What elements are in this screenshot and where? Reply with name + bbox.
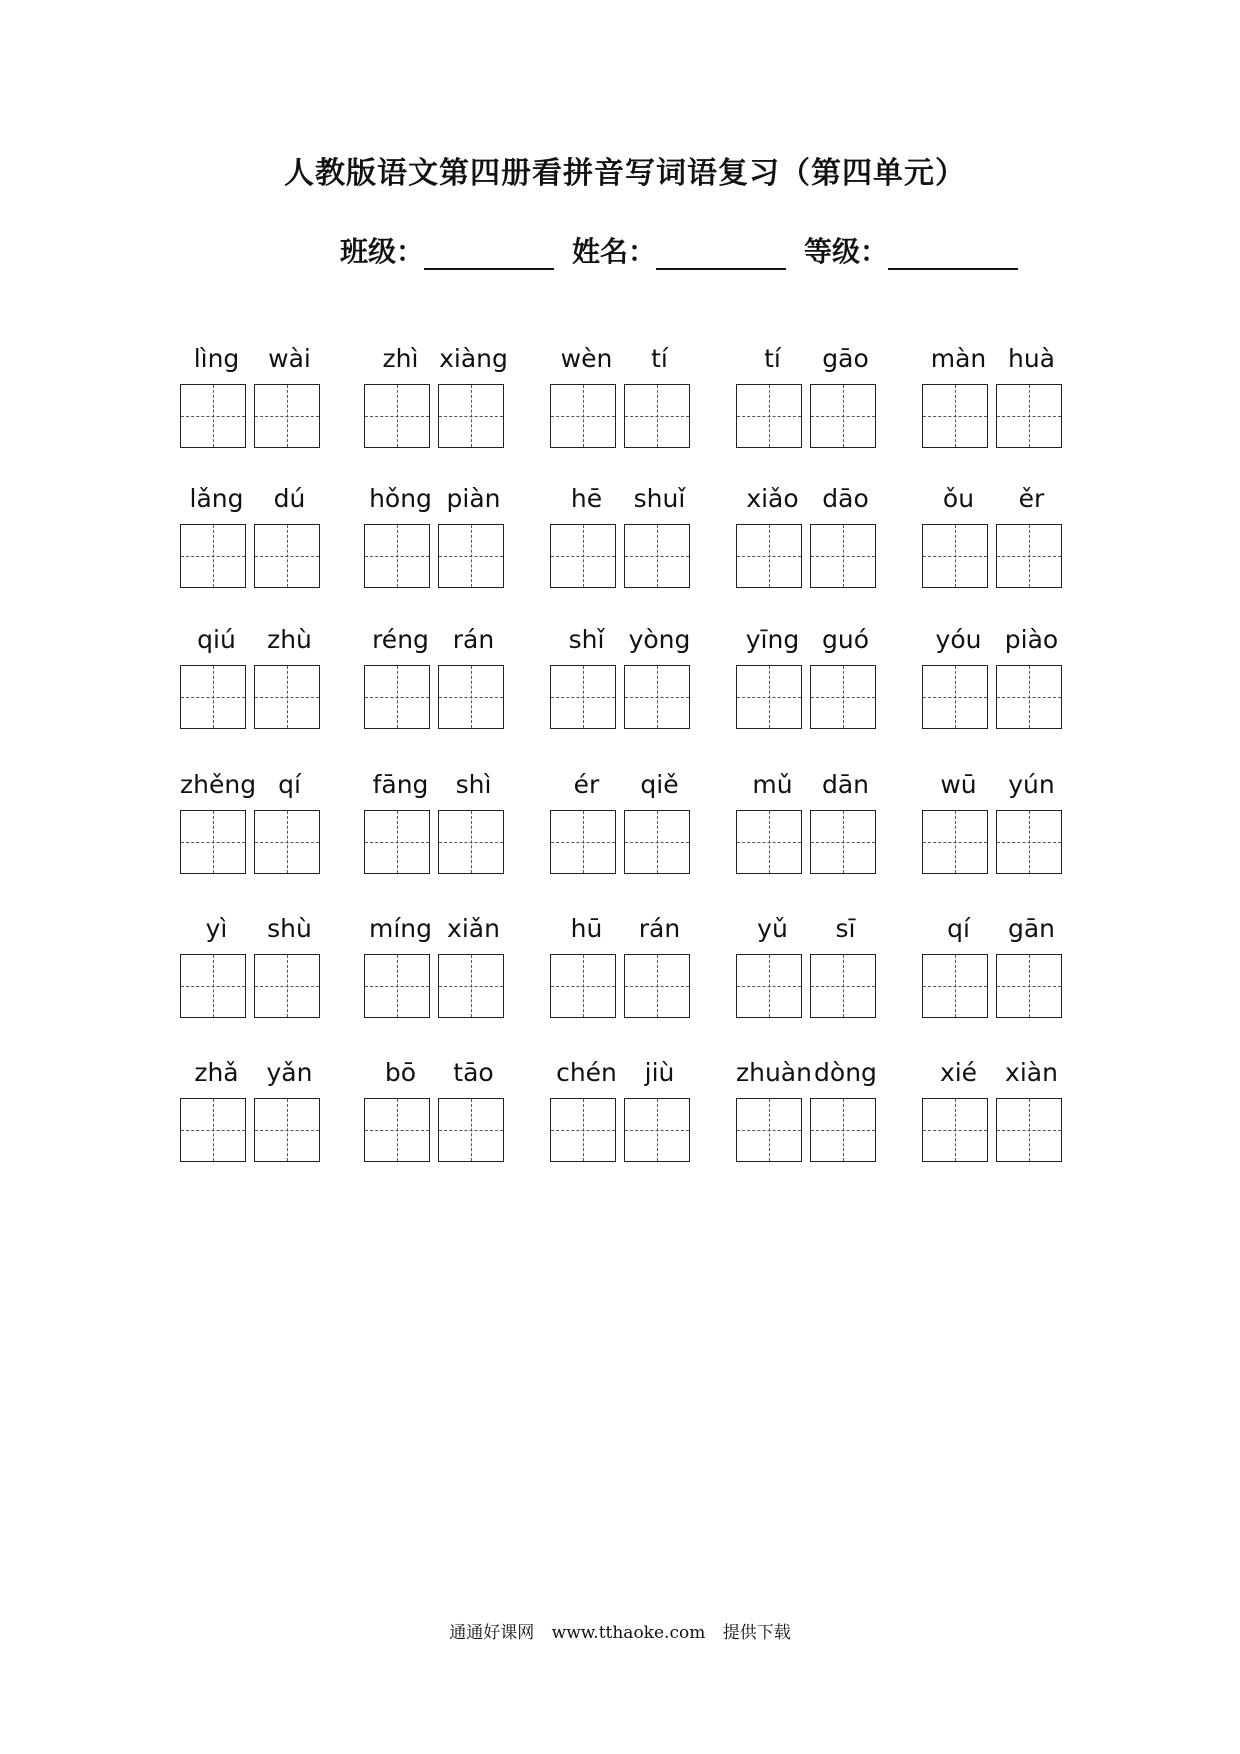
pinyin-syllable: piàn	[446, 484, 501, 513]
character-box[interactable]	[180, 384, 246, 448]
character-box[interactable]	[550, 524, 616, 588]
pinyin-syllable: zhuàn	[736, 1058, 812, 1087]
word-item	[736, 770, 882, 874]
character-box[interactable]	[736, 810, 802, 874]
word-item	[180, 1058, 326, 1162]
character-box[interactable]	[180, 1098, 246, 1162]
footer-site-name: 通通好课网	[449, 1623, 535, 1643]
pinyin-line	[922, 1058, 1068, 1098]
writing-boxes	[364, 665, 510, 729]
character-box[interactable]	[624, 810, 690, 874]
pinyin-syllable: xiàn	[1005, 1058, 1058, 1087]
pinyin-syllable: huà	[1007, 344, 1055, 373]
word-item	[180, 484, 326, 588]
character-box[interactable]	[438, 954, 504, 1018]
character-box[interactable]	[810, 665, 876, 729]
character-box[interactable]	[438, 384, 504, 448]
pinyin-syllable: yǔ	[757, 914, 788, 943]
character-box[interactable]	[254, 1098, 320, 1162]
character-box[interactable]	[810, 524, 876, 588]
pinyin-line	[180, 770, 326, 810]
word-item	[550, 344, 696, 448]
word-item	[550, 1058, 696, 1162]
character-box[interactable]	[180, 524, 246, 588]
footer-url[interactable]: www.tthaoke.com	[551, 1623, 706, 1643]
pinyin-line	[736, 770, 882, 810]
pinyin-syllable: rán	[452, 625, 495, 654]
word-item	[922, 1058, 1068, 1162]
pinyin-syllable: yóu	[935, 625, 982, 654]
pinyin-syllable: lìng	[193, 344, 240, 373]
character-box[interactable]	[438, 1098, 504, 1162]
writing-boxes	[180, 665, 326, 729]
character-box[interactable]	[550, 810, 616, 874]
pinyin-syllable: mǔ	[752, 770, 793, 799]
character-box[interactable]	[254, 665, 320, 729]
name-label: 姓名：	[572, 235, 657, 268]
character-box[interactable]	[736, 1098, 802, 1162]
pinyin-line	[364, 1058, 510, 1098]
pinyin-syllable: tí	[764, 344, 781, 373]
word-item	[922, 484, 1068, 588]
writing-boxes	[550, 1098, 696, 1162]
pinyin-syllable: jiù	[644, 1058, 675, 1087]
character-box[interactable]	[922, 810, 988, 874]
pinyin-syllable: ér	[573, 770, 600, 799]
character-box[interactable]	[364, 810, 430, 874]
footer	[0, 1618, 1240, 1643]
character-box[interactable]	[550, 954, 616, 1018]
writing-boxes	[364, 954, 510, 1018]
character-box[interactable]	[438, 810, 504, 874]
pinyin-syllable: hǒng	[369, 484, 432, 513]
writing-boxes	[180, 1098, 326, 1162]
pinyin-line	[736, 625, 882, 665]
pinyin-syllable: gāo	[822, 344, 869, 373]
character-box[interactable]	[550, 384, 616, 448]
character-box[interactable]	[364, 1098, 430, 1162]
pinyin-syllable: wèn	[560, 344, 613, 373]
word-item	[180, 625, 326, 729]
pinyin-line	[364, 914, 510, 954]
pinyin-line	[550, 484, 696, 524]
writing-boxes	[922, 665, 1068, 729]
pinyin-syllable: màn	[930, 344, 987, 373]
character-box[interactable]	[364, 384, 430, 448]
character-box[interactable]	[810, 1098, 876, 1162]
writing-boxes	[364, 1098, 510, 1162]
writing-boxes	[180, 954, 326, 1018]
pinyin-syllable: qiú	[197, 625, 236, 654]
writing-boxes	[364, 810, 510, 874]
pinyin-syllable: tí	[651, 344, 668, 373]
writing-boxes	[550, 524, 696, 588]
character-box[interactable]	[438, 524, 504, 588]
pinyin-syllable: zhěng	[180, 770, 257, 799]
character-box[interactable]	[736, 384, 802, 448]
pinyin-line	[364, 770, 510, 810]
word-item	[180, 914, 326, 1018]
pinyin-syllable: tāo	[453, 1058, 494, 1087]
word-item	[736, 344, 882, 448]
pinyin-line	[550, 770, 696, 810]
pinyin-line	[180, 1058, 326, 1098]
pinyin-syllable: piào	[1004, 625, 1059, 654]
word-item	[736, 484, 882, 588]
writing-boxes	[364, 524, 510, 588]
pinyin-syllable: shì	[455, 770, 492, 799]
class-label: 班级：	[340, 235, 425, 268]
pinyin-line	[180, 914, 326, 954]
pinyin-syllable: hū	[570, 914, 603, 943]
pinyin-line	[922, 625, 1068, 665]
footer-note: 提供下载	[722, 1623, 791, 1643]
word-item	[922, 344, 1068, 448]
word-item	[364, 625, 510, 729]
word-item	[364, 914, 510, 1018]
character-box[interactable]	[996, 954, 1062, 1018]
character-box[interactable]	[624, 665, 690, 729]
pinyin-syllable: yì	[205, 914, 228, 943]
character-box[interactable]	[550, 665, 616, 729]
pinyin-line	[180, 625, 326, 665]
pinyin-syllable: rán	[638, 914, 681, 943]
character-box[interactable]	[922, 665, 988, 729]
writing-boxes	[736, 665, 882, 729]
pinyin-syllable: qiě	[640, 770, 679, 799]
pinyin-line	[736, 914, 882, 954]
pinyin-syllable: ǒu	[942, 484, 975, 513]
pinyin-syllable: yún	[1008, 770, 1055, 799]
writing-boxes	[180, 810, 326, 874]
character-box[interactable]	[922, 954, 988, 1018]
word-item	[180, 770, 326, 874]
pinyin-syllable: yīng	[745, 625, 800, 654]
character-box[interactable]	[736, 524, 802, 588]
pinyin-syllable: fāng	[372, 770, 429, 799]
character-box[interactable]	[996, 665, 1062, 729]
writing-boxes	[922, 524, 1068, 588]
character-box[interactable]	[254, 524, 320, 588]
writing-boxes	[922, 1098, 1068, 1162]
writing-boxes	[922, 384, 1068, 448]
pinyin-syllable: chén	[556, 1058, 617, 1087]
word-item	[550, 770, 696, 874]
pinyin-syllable: shǐ	[568, 625, 605, 654]
pinyin-syllable: xiǎo	[746, 484, 799, 513]
pinyin-line	[922, 344, 1068, 384]
character-box[interactable]	[810, 810, 876, 874]
character-box[interactable]	[624, 954, 690, 1018]
character-box[interactable]	[736, 954, 802, 1018]
word-item	[364, 344, 510, 448]
pinyin-line	[550, 625, 696, 665]
pinyin-line	[736, 484, 882, 524]
word-item	[550, 914, 696, 1018]
word-item	[736, 625, 882, 729]
writing-boxes	[922, 954, 1068, 1018]
pinyin-line	[364, 484, 510, 524]
word-item	[180, 344, 326, 448]
writing-boxes	[180, 384, 326, 448]
pinyin-line	[550, 1058, 696, 1098]
pinyin-line	[736, 1058, 882, 1098]
character-box[interactable]	[254, 954, 320, 1018]
grade-label: 等级：	[804, 235, 889, 268]
writing-boxes	[550, 665, 696, 729]
pinyin-syllable: yòng	[628, 625, 691, 654]
word-item	[364, 770, 510, 874]
writing-boxes	[550, 954, 696, 1018]
word-item	[736, 914, 882, 1018]
page-title: 人教版语文第四册看拼音写词语复习（第四单元）	[284, 156, 966, 191]
character-box[interactable]	[810, 384, 876, 448]
pinyin-line	[364, 344, 510, 384]
character-box[interactable]	[364, 665, 430, 729]
pinyin-syllable: gān	[1007, 914, 1056, 943]
pinyin-line	[550, 914, 696, 954]
pinyin-syllable: yǎn	[266, 1058, 313, 1087]
character-box[interactable]	[996, 384, 1062, 448]
writing-boxes	[736, 1098, 882, 1162]
word-item	[550, 625, 696, 729]
pinyin-line	[922, 914, 1068, 954]
character-box[interactable]	[624, 1098, 690, 1162]
character-box[interactable]	[550, 1098, 616, 1162]
pinyin-syllable: zhì	[382, 344, 419, 373]
writing-boxes	[922, 810, 1068, 874]
character-box[interactable]	[736, 665, 802, 729]
character-box[interactable]	[180, 954, 246, 1018]
pinyin-line	[180, 344, 326, 384]
character-box[interactable]	[180, 810, 246, 874]
character-box[interactable]	[254, 384, 320, 448]
character-box[interactable]	[364, 954, 430, 1018]
pinyin-line	[922, 484, 1068, 524]
pinyin-line	[180, 484, 326, 524]
pinyin-syllable: shuǐ	[633, 484, 686, 513]
pinyin-syllable: dòng	[814, 1058, 877, 1087]
pinyin-syllable: qí	[278, 770, 301, 799]
pinyin-syllable: zhù	[267, 625, 312, 654]
writing-boxes	[736, 810, 882, 874]
pinyin-syllable: dān	[821, 770, 870, 799]
pinyin-syllable: wū	[940, 770, 977, 799]
word-item	[364, 484, 510, 588]
pinyin-syllable: xié	[939, 1058, 978, 1087]
pinyin-syllable: wài	[268, 344, 311, 373]
character-box[interactable]	[922, 524, 988, 588]
pinyin-syllable: míng	[368, 914, 432, 943]
writing-boxes	[550, 810, 696, 874]
writing-boxes	[736, 954, 882, 1018]
writing-boxes	[180, 524, 326, 588]
word-item	[736, 1058, 882, 1162]
writing-boxes	[736, 524, 882, 588]
character-box[interactable]	[180, 665, 246, 729]
character-box[interactable]	[438, 665, 504, 729]
pinyin-syllable: zhǎ	[194, 1058, 239, 1087]
pinyin-syllable: réng	[372, 625, 429, 654]
character-box[interactable]	[624, 384, 690, 448]
character-box[interactable]	[364, 524, 430, 588]
character-box[interactable]	[996, 524, 1062, 588]
word-item	[922, 914, 1068, 1018]
pinyin-line	[364, 625, 510, 665]
character-box[interactable]	[922, 1098, 988, 1162]
pinyin-line	[922, 770, 1068, 810]
pinyin-syllable: sī	[835, 914, 856, 943]
pinyin-syllable: qí	[947, 914, 970, 943]
pinyin-syllable: ěr	[1018, 484, 1045, 513]
word-item	[922, 625, 1068, 729]
writing-boxes	[736, 384, 882, 448]
writing-boxes	[550, 384, 696, 448]
pinyin-syllable: dú	[273, 484, 306, 513]
character-box[interactable]	[922, 384, 988, 448]
character-box[interactable]	[254, 810, 320, 874]
pinyin-line	[736, 344, 882, 384]
pinyin-syllable: bō	[384, 1058, 417, 1087]
word-item	[364, 1058, 510, 1162]
character-box[interactable]	[624, 524, 690, 588]
pinyin-syllable: hē	[570, 484, 603, 513]
pinyin-syllable: xiàng	[439, 344, 508, 373]
pinyin-syllable: xiǎn	[447, 914, 500, 943]
character-box[interactable]	[810, 954, 876, 1018]
pinyin-line	[550, 344, 696, 384]
pinyin-syllable: guó	[821, 625, 869, 654]
word-item	[922, 770, 1068, 874]
word-item	[550, 484, 696, 588]
character-box[interactable]	[996, 1098, 1062, 1162]
character-box[interactable]	[996, 810, 1062, 874]
pinyin-syllable: dāo	[822, 484, 869, 513]
writing-boxes	[364, 384, 510, 448]
pinyin-syllable: shù	[267, 914, 312, 943]
pinyin-syllable: lǎng	[189, 484, 244, 513]
